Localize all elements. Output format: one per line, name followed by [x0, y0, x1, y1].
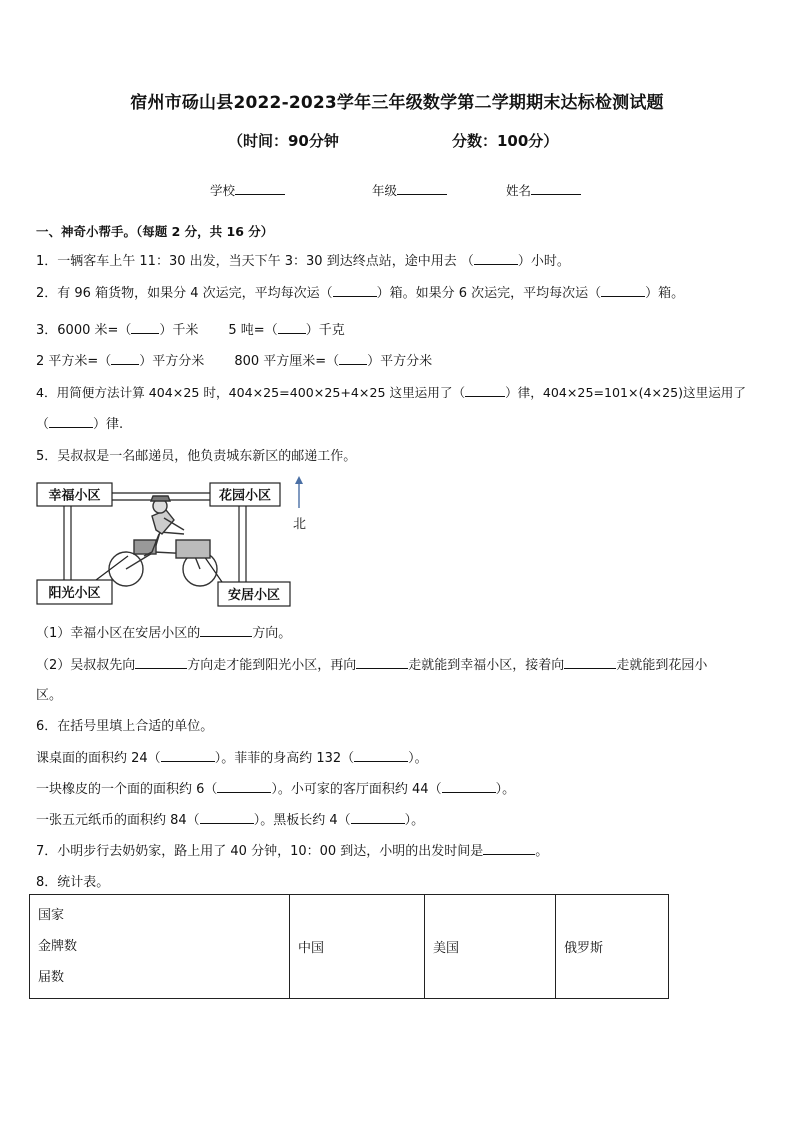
community-map	[34, 474, 324, 614]
question-8-intro: 8．统计表。	[36, 875, 110, 890]
map-label-huayuan	[210, 483, 280, 506]
q2-text-end: ）箱。	[645, 286, 685, 301]
school-blank[interactable]	[235, 182, 285, 195]
q5-s1-text: （1）幸福小区在安居小区的	[36, 626, 201, 641]
q6-r1-text-end: ）。	[408, 751, 428, 766]
q6-r2-blank-1[interactable]	[217, 780, 271, 793]
q3-unit-1: ）千米	[159, 323, 199, 338]
north-arrow-icon	[295, 476, 303, 508]
table-cell-usa: 美国	[425, 895, 556, 999]
q5-s1-blank[interactable]	[200, 624, 252, 637]
postman-bicycle-icon	[109, 496, 217, 586]
q3-text-2: 5 吨=（	[228, 323, 278, 338]
q6-r3-blank-1[interactable]	[200, 811, 254, 824]
q6-r3-text: 一张五元纸币的面积约 84（	[36, 813, 200, 828]
xingfu-label: 幸福小区	[48, 488, 101, 504]
q4-text-2: （	[36, 417, 50, 432]
q6-r3-blank-2[interactable]	[351, 811, 405, 824]
grade-blank[interactable]	[397, 182, 447, 195]
q1-text-end: ）小时。	[517, 254, 570, 269]
q5-s1-text-end: 方向。	[252, 626, 292, 641]
q3-blank-4[interactable]	[339, 352, 367, 365]
table-cell-russia: 俄罗斯	[556, 895, 669, 999]
q6-r2-blank-2[interactable]	[442, 780, 496, 793]
q3-unit-2: ）千克	[305, 323, 345, 338]
map-label-xingfu	[37, 483, 112, 506]
question-1	[36, 250, 570, 269]
question-6-intro: 6．在括号里填上合适的单位。	[36, 719, 214, 734]
q6-r3-text-end: ）。	[404, 813, 425, 828]
q1-text: 1．一辆客车上午 11：30 出发，当天下午 3：30 到达终点站，途中用去 （	[36, 254, 474, 269]
question-5-sub-2-cont: 区。	[36, 688, 63, 703]
question-6-row-3	[36, 809, 424, 828]
q4-text-end: ）律.	[93, 417, 124, 432]
q7-blank[interactable]	[483, 842, 535, 855]
name-field[interactable]	[506, 181, 581, 199]
question-3-line-2	[36, 350, 432, 369]
q6-r3-text-2: ）。黑板长约 4（	[253, 813, 351, 828]
q3-blank-3[interactable]	[111, 352, 139, 365]
q5-s2-blank-1[interactable]	[135, 656, 187, 669]
table-row	[30, 895, 669, 999]
grade-label: 年级	[372, 183, 398, 198]
section-title: 一、神奇小帮手。（每题 2 分，共 16 分）	[36, 224, 274, 239]
q5-s2-text-3: 走就能到幸福小区，接着向	[408, 658, 565, 673]
question-5-sub-1	[36, 622, 291, 641]
q4-text-mid: ）律，404×25=101×(4×25)这里运用了	[505, 385, 746, 400]
school-field[interactable]	[210, 181, 285, 199]
question-6-row-2	[36, 778, 515, 797]
q2-blank-2[interactable]	[601, 284, 645, 297]
q6-r2-text: 一块橡皮的一个面的面积约 6（	[36, 782, 218, 797]
anju-label: 安居小区	[227, 588, 281, 603]
q6-r1-text: 课桌面的面积约 24（	[36, 751, 161, 766]
q3-unit-3: ）平方分米	[139, 354, 205, 369]
q3-blank-2[interactable]	[278, 321, 306, 334]
exam-score: 分数：100分）	[452, 132, 559, 150]
page-title: 宿州市砀山县2022-2023学年三年级数学第二学期期末达标检测试题	[130, 93, 664, 113]
q5-s2-text-4: 走就能到花园小	[616, 658, 708, 673]
q6-r2-text-end: ）。	[495, 782, 516, 797]
q2-text: 2．有 96 箱货物，如果分 4 次运完，平均每次运（	[36, 286, 333, 301]
question-2	[36, 282, 684, 301]
q5-s2-blank-3[interactable]	[564, 656, 616, 669]
question-4-line-2	[36, 413, 123, 432]
q6-r1-text-2: ）。菲菲的身高约 132（	[214, 751, 355, 766]
q2-text-mid: ）箱。如果分 6 次运完，平均每次运（	[376, 286, 602, 301]
q3-text-4: 800 平方厘米=（	[234, 354, 340, 369]
huayuan-label: 花园小区	[218, 488, 272, 504]
q4-blank-1[interactable]	[465, 384, 505, 397]
question-3-line-1	[36, 319, 345, 338]
grade-field[interactable]	[372, 181, 447, 199]
q4-blank-2[interactable]	[49, 415, 93, 428]
q7-text-end: 。	[535, 844, 549, 859]
map-label-yangguang	[37, 580, 112, 604]
q3-blank-1[interactable]	[131, 321, 159, 334]
exam-time: （时间：90分钟	[228, 132, 339, 150]
q3-text-3: 2 平方米=（	[36, 354, 112, 369]
q3-text: 3．6000 米=（	[36, 323, 132, 338]
table-header-cell	[30, 895, 290, 999]
q5-s2-text-2: 方向走才能到阳光小区，再向	[187, 658, 357, 673]
question-7	[36, 840, 548, 859]
north-label: 北	[293, 517, 307, 532]
question-5-intro: 5．吴叔叔是一名邮递员，他负责城东新区的邮递工作。	[36, 449, 357, 464]
statistics-table	[29, 894, 669, 999]
table-cell-china: 中国	[290, 895, 425, 999]
q4-text: 4．用简便方法计算 404×25 时，404×25=400×25+4×25 这里运用了（	[36, 385, 466, 400]
name-label: 姓名	[506, 183, 532, 198]
name-blank[interactable]	[531, 182, 581, 195]
q6-r2-text-2: ）。小可家的客厅面积约 44（	[271, 782, 442, 797]
question-4-line-1	[36, 382, 746, 401]
q3-unit-4: ）平方分米	[367, 354, 433, 369]
school-label: 学校	[210, 183, 236, 198]
q6-r1-blank-2[interactable]	[354, 749, 408, 762]
map-label-anju	[218, 582, 290, 606]
header-sessions: 届数	[38, 970, 65, 985]
q6-r1-blank-1[interactable]	[161, 749, 215, 762]
header-gold-medals: 金牌数	[38, 939, 78, 954]
yangguang-label: 阳光小区	[48, 586, 101, 601]
header-country: 国家	[38, 908, 65, 923]
question-5-sub-2	[36, 654, 707, 673]
q7-text: 7．小明步行去奶奶家，路上用了 40 分钟，10：00 到达，小明的出发时间是	[36, 844, 484, 859]
q2-blank-1[interactable]	[333, 284, 377, 297]
q1-blank[interactable]	[474, 252, 518, 265]
question-6-row-1	[36, 747, 428, 766]
q5-s2-text: （2）吴叔叔先向	[36, 658, 136, 673]
q5-s2-blank-2[interactable]	[356, 656, 408, 669]
